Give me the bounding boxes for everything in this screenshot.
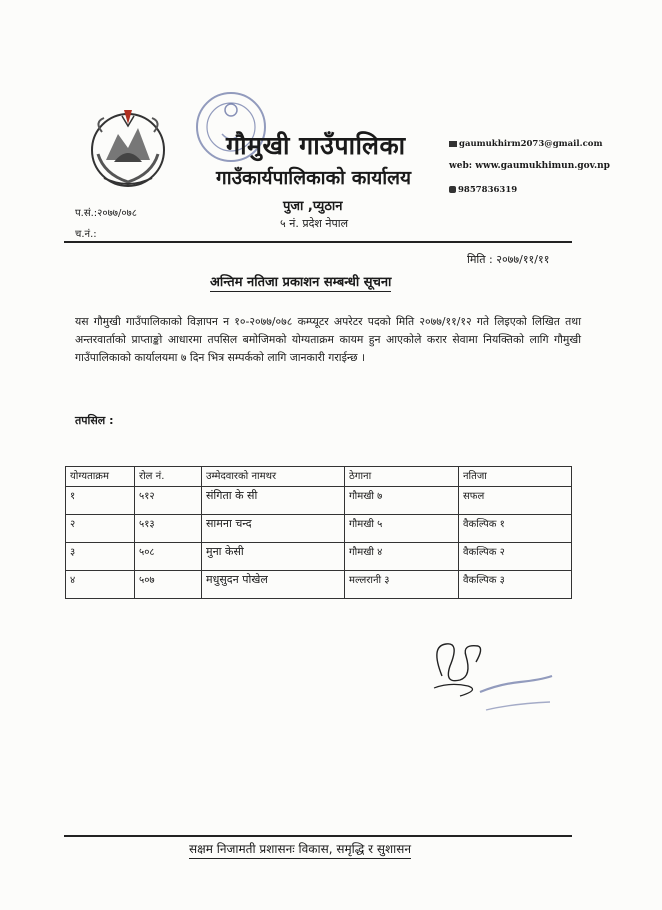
cell-rank: ३ [66, 543, 135, 571]
header-name: उम्मेदवारको नामथर [202, 467, 345, 487]
cell-result: सफल [459, 487, 572, 515]
header-rank: योग्यताक्रम [66, 467, 135, 487]
footer-motto: सक्षम निजामती प्रशासनः विकास, समृद्धि र सुशासन [189, 840, 411, 859]
cell-address: गौमखी ५ [345, 515, 459, 543]
cell-address: मल्लरानी ३ [345, 571, 459, 599]
government-emblem [84, 104, 172, 192]
cell-roll: ५१२ [135, 487, 202, 515]
details-label: तपसिल : [75, 414, 114, 427]
email-text: gaumukhirm2073@gmail.com [459, 139, 603, 149]
web-text: web: www.gaumukhimun.gov.np [449, 161, 610, 171]
cell-rank: ४ [66, 571, 135, 599]
header-address: ठेगाना [345, 467, 459, 487]
notice-title: अन्तिम नतिजा प्रकाशन सम्बन्धी सूचना [210, 272, 391, 292]
signature-icon [420, 636, 560, 726]
phone-icon [449, 186, 456, 193]
contact-phone [449, 185, 517, 195]
cell-name: मधुसुदन पोखेल [202, 571, 345, 599]
cell-roll: ५०७ [135, 571, 202, 599]
header-divider [64, 241, 572, 243]
cell-rank: २ [66, 515, 135, 543]
notice-date: मिति : २०७७/११/११ [467, 253, 550, 266]
cell-rank: १ [66, 487, 135, 515]
contact-web [449, 161, 610, 171]
cell-roll: ५०८ [135, 543, 202, 571]
signature-block [420, 636, 560, 726]
org-office: गाउँकार्यपालिकाको कार्यालय [216, 167, 412, 189]
cell-address: गौमखी ७ [345, 487, 459, 515]
org-place: पुजा ,प्युठान [283, 199, 343, 214]
cell-roll: ५१३ [135, 515, 202, 543]
reference-number: प.सं.:२०७७/०७८ [75, 208, 137, 219]
table-row [66, 515, 572, 543]
table-row [66, 571, 572, 599]
cell-result: वैकल्पिक १ [459, 515, 572, 543]
table-row [66, 487, 572, 515]
emblem-icon [84, 104, 172, 192]
results-table [65, 466, 572, 599]
cell-result: वैकल्पिक २ [459, 543, 572, 571]
header-result: नतिजा [459, 467, 572, 487]
dispatch-number: च.नं.: [75, 229, 97, 240]
org-name: गौमुखी गाउँपालिका [226, 131, 406, 160]
table-row [66, 543, 572, 571]
cell-name: मुना केसी [202, 543, 345, 571]
cell-name: संगिता के सी [202, 487, 345, 515]
cell-name: सामना चन्द [202, 515, 345, 543]
mail-icon [449, 141, 457, 147]
cell-result: वैकल्पिक ३ [459, 571, 572, 599]
footer-divider [64, 835, 572, 837]
contact-email [449, 139, 602, 149]
header-roll: रोल नं. [135, 467, 202, 487]
phone-text: 9857836319 [458, 185, 518, 195]
notice-body: यस गौमुखी गाउँपालिकाको विज्ञापन न १०-२०७७/०७८ कम्प्यूटर अपरेटर पदको मिति २०७७/११/१२ गते लिइएको लिखित तथा अन्तरवार्ताको प्राप्ताङ्को आधारमा तपसिल बमोजिमको योग्यताक्रम कायम हुन आएकोले करार सेवामा नियक्तिको लागि गौमुखी गाउँपालिकाको कार्यालयमा ७ दिन भित्र सम्पर्कको लागि जानकारी गराईन्छ । [75, 315, 581, 364]
table-header-row [66, 467, 572, 487]
org-province: ५ नं. प्रदेश नेपाल [280, 217, 349, 230]
cell-address: गौमखी ४ [345, 543, 459, 571]
